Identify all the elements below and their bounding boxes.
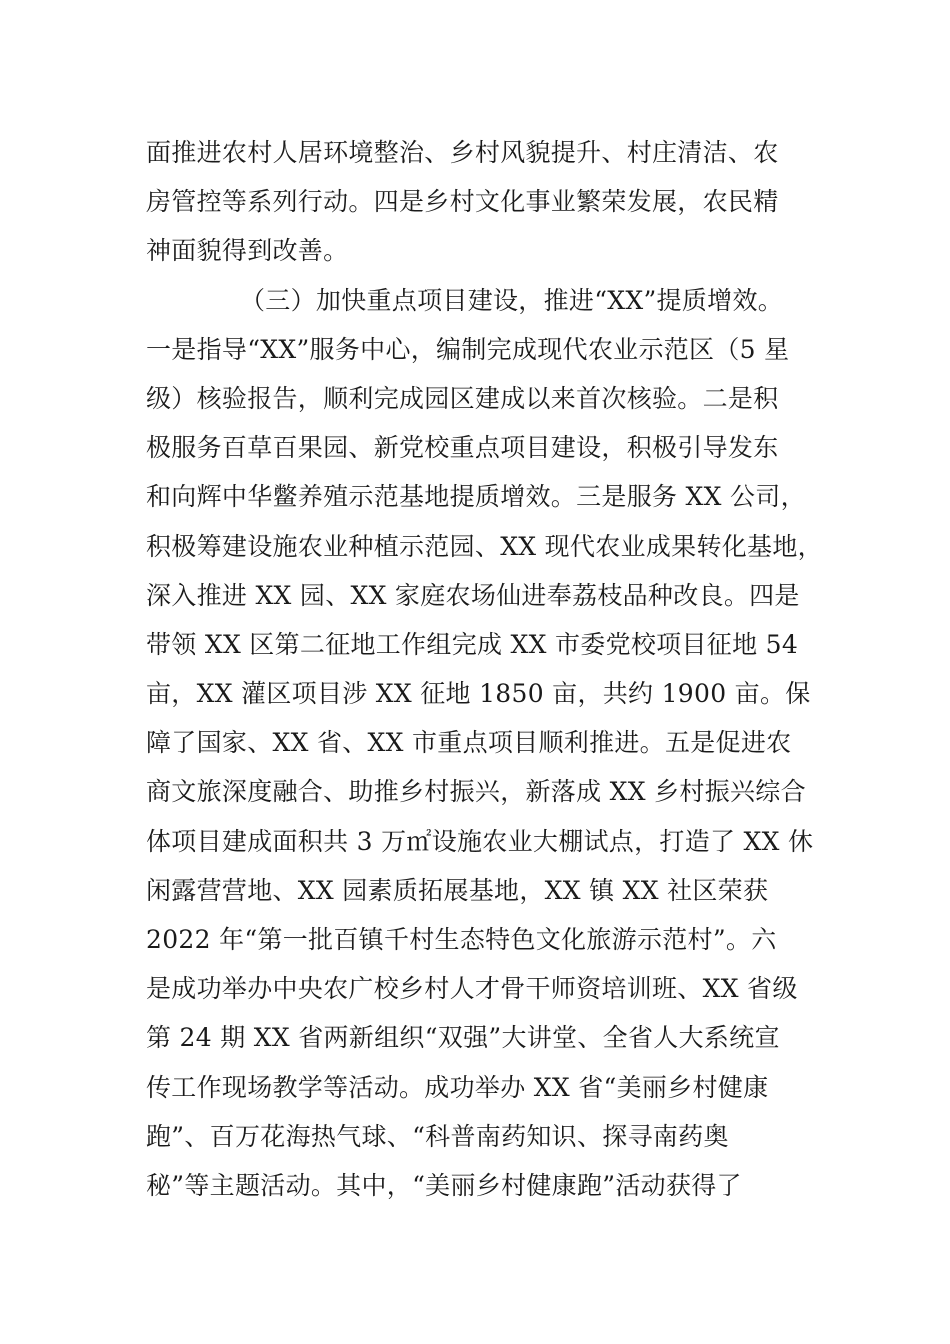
text-line: 积极筹建设施农业种植示范园、XX 现代农业成果转化基地，: [146, 531, 823, 561]
text-line: 亩，XX 灌区项目涉 XX 征地 1850 亩，共约 1900 亩。保: [146, 679, 811, 709]
text-line: 秘”等主题活动。其中，“美丽乡村健康跑”活动获得了: [146, 1170, 742, 1200]
text-line: 神面貌得到改善。: [146, 236, 349, 266]
text-line: 2022 年“第一批百镇千村生态特色文化旅游示范村”。六: [146, 925, 777, 954]
text-line: 极服务百草百果园、新党校重点项目建设，积极引导发东: [146, 433, 779, 463]
text-line: 第 24 期 XX 省两新组织“双强”大讲堂、全省人大系统宣: [146, 1023, 780, 1053]
text-line: 闲露营营地、XX 园素质拓展基地，XX 镇 XX 社区荣获: [146, 875, 769, 905]
text-line: 面推进农村人居环境整治、乡村风貌提升、村庄清洁、农: [146, 138, 779, 167]
text-line: 跑”、百万花海热气球、“科普南药知识、探寻南药奥: [146, 1121, 729, 1151]
text-line: 体项目建成面积共 3 万㎡设施农业大棚试点，打造了 XX 休: [146, 826, 814, 856]
text-line: 房管控等系列行动。四是乡村文化事业繁荣发展，农民精: [146, 187, 779, 217]
text-line: 障了国家、XX 省、XX 市重点项目顺利推进。五是促进农: [146, 728, 792, 758]
text-line: 深入推进 XX 园、XX 家庭农场仙进奉荔枝品种改良。四是: [146, 580, 800, 610]
text-line: 带领 XX 区第二征地工作组完成 XX 市委党校项目征地 54: [146, 629, 799, 659]
text-line: 商文旅深度融合、助推乡村振兴，新落成 XX 乡村振兴综合: [146, 777, 806, 807]
text-line: 传工作现场教学等活动。成功举办 XX 省“美丽乡村健康: [146, 1072, 769, 1102]
section-heading: （三）加快重点项目建设，推进“XX”提质增效。: [240, 285, 784, 315]
body-text: [146, 128, 826, 1210]
text-line: 和向辉中华鳖养殖示范基地提质增效。三是服务 XX 公司，: [146, 482, 806, 512]
text-line: 级）核验报告，顺利完成园区建成以来首次核验。二是积: [146, 383, 779, 413]
text-line: 一是指导“XX”服务中心，编制完成现代农业示范区（5 星: [146, 334, 790, 364]
text-line: 是成功举办中央农广校乡村人才骨干师资培训班、XX 省级: [146, 974, 798, 1004]
